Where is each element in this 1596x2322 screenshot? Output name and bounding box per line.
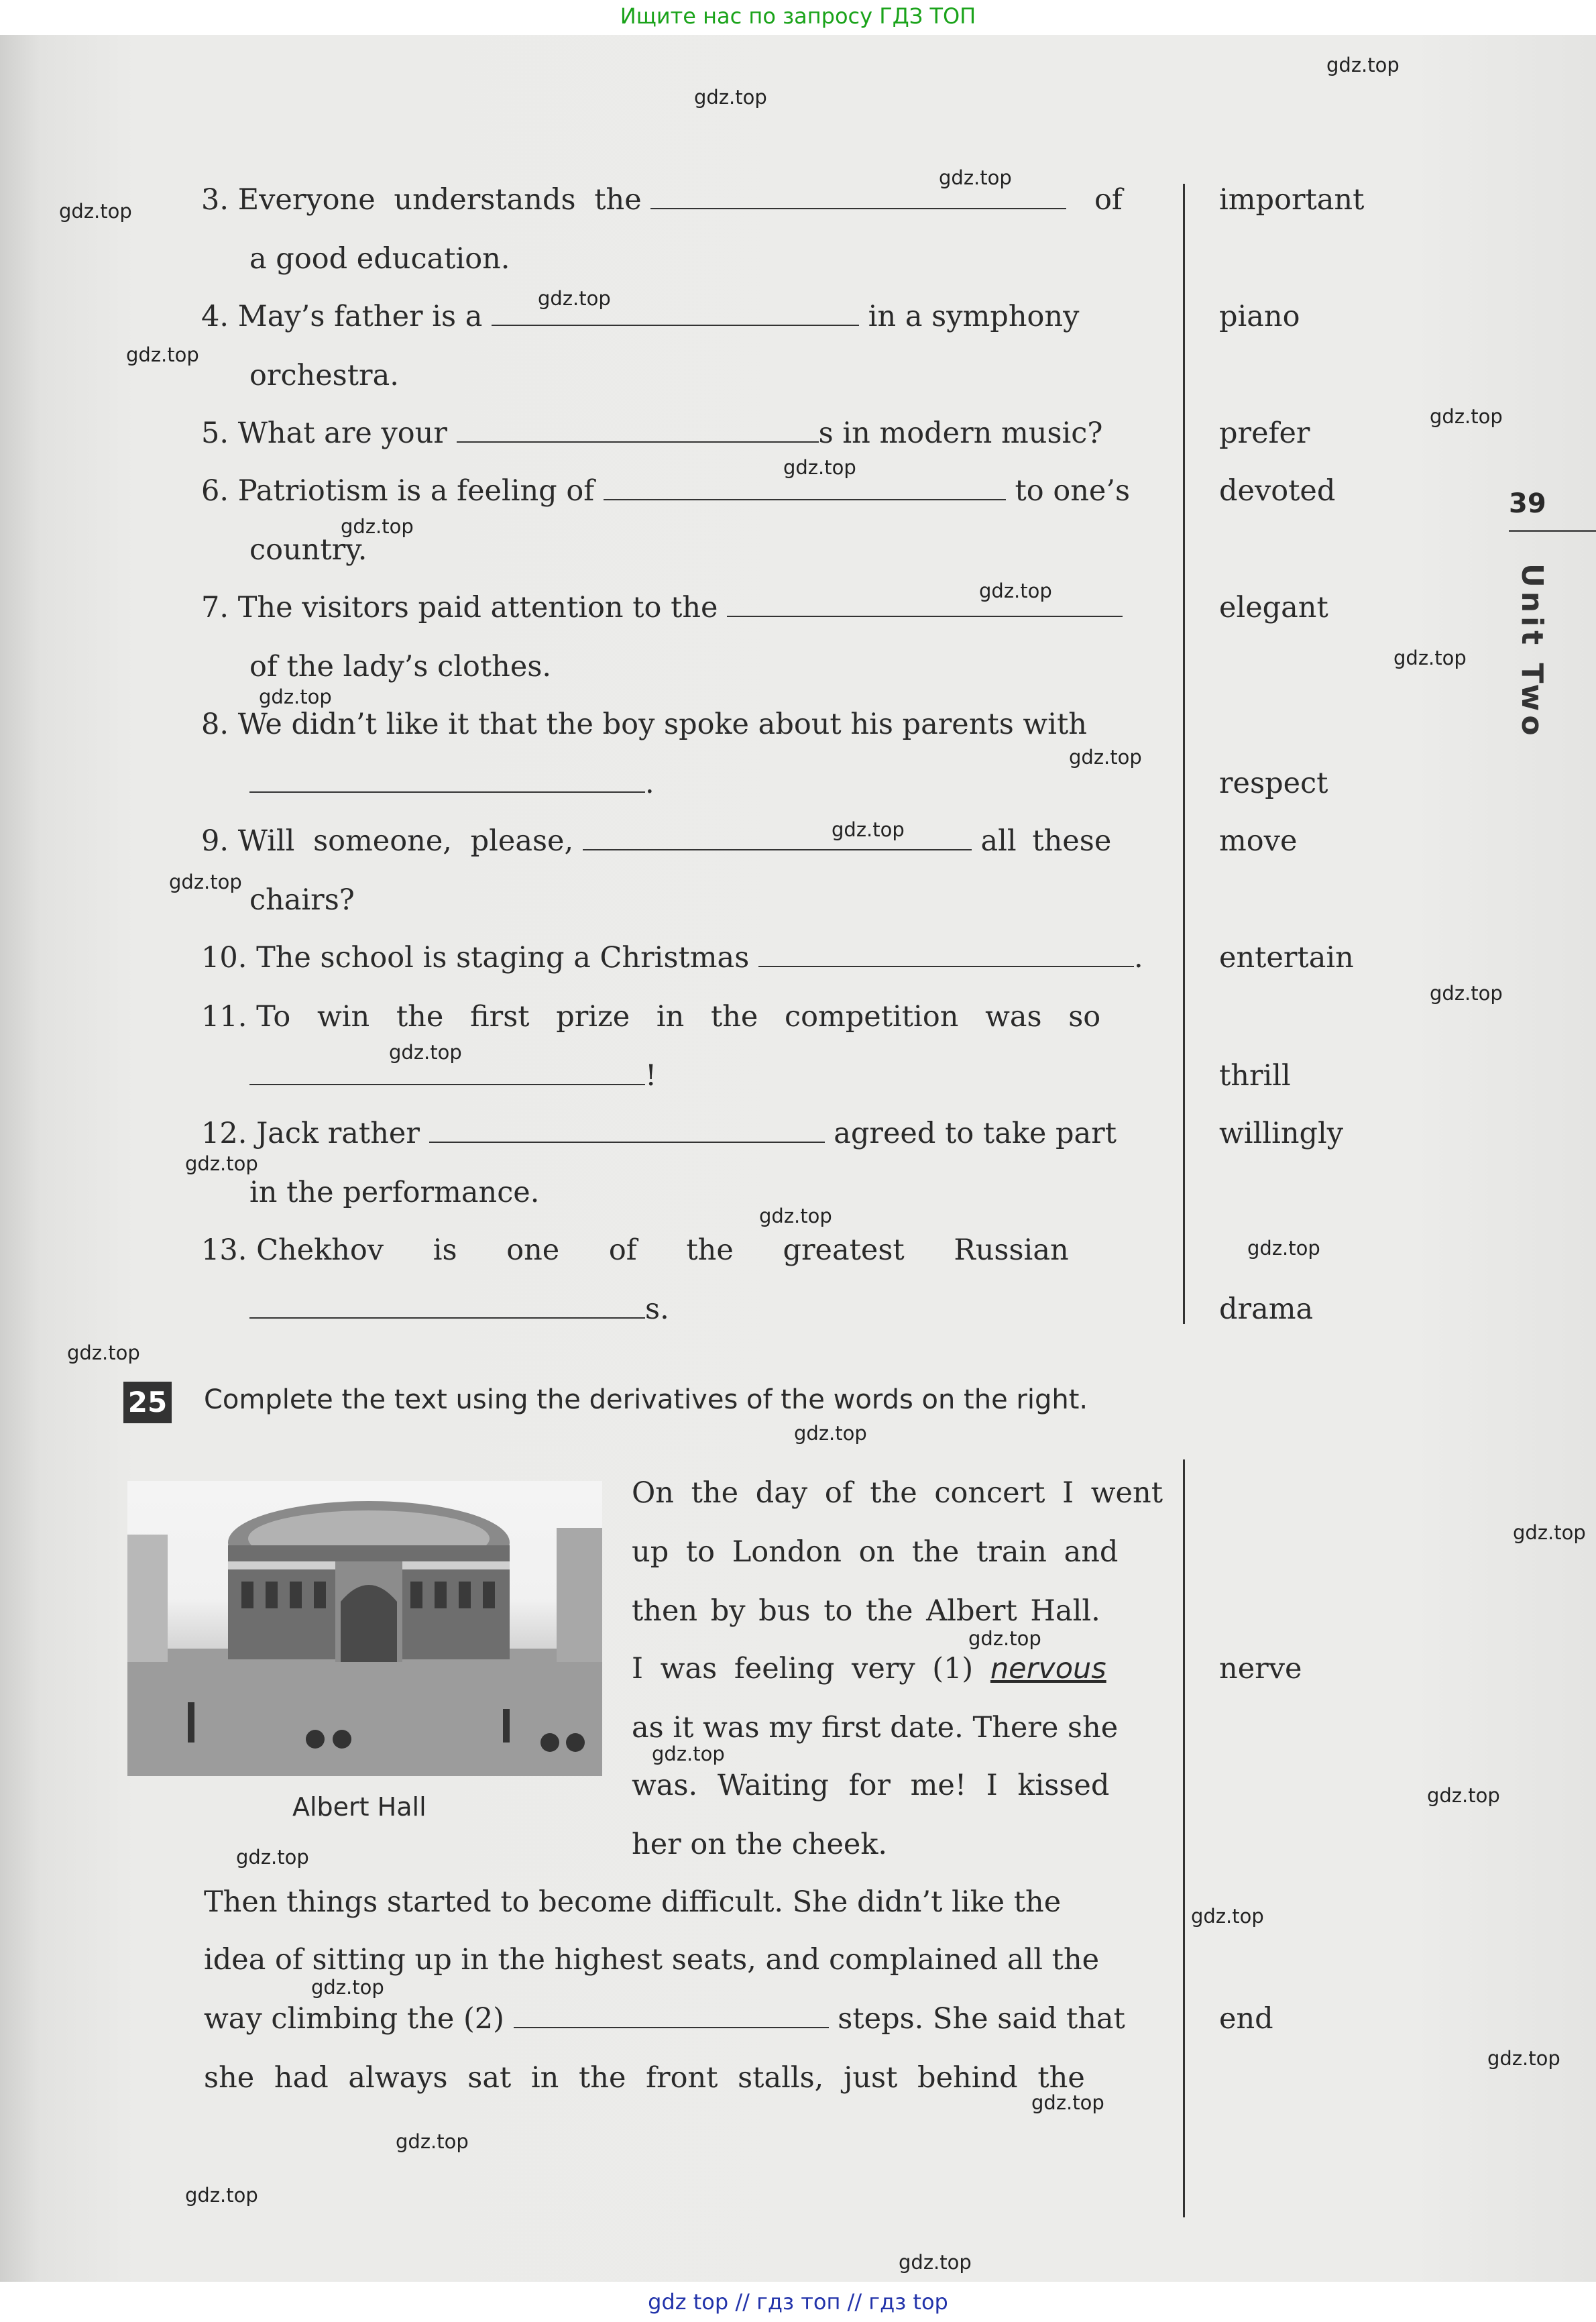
text-line: On the day of the concert I went [632, 1476, 1163, 1510]
watermark: gdz.top [1191, 1905, 1264, 1928]
item-number: 11. [201, 1000, 247, 1034]
bottom-banner[interactable] [0, 2282, 1596, 2322]
watermark: gdz.top [259, 685, 332, 708]
item-continuation: of the lady’s clothes. [249, 650, 552, 683]
page-number-rule [1509, 530, 1596, 532]
watermark: gdz.top [652, 1743, 725, 1765]
item-text: in a symphony [868, 300, 1080, 333]
text-line: idea of sitting up in the highest seats, and complained all the [204, 1943, 1100, 1977]
unit-label: Unit Two [1515, 563, 1549, 740]
item-text: Patriotism is a feeling of [237, 474, 595, 508]
item-text: To win the first prize in the competition was so [256, 1000, 1101, 1034]
item-line [201, 1233, 1069, 1268]
item-text: ! [645, 1059, 657, 1093]
item-text: . [1133, 941, 1143, 975]
item-line [201, 1116, 1117, 1151]
key-word: willingly [1219, 1117, 1344, 1150]
key-word: prefer [1219, 417, 1310, 450]
item-text: What are your [237, 417, 447, 450]
item-number: 8. [201, 708, 229, 741]
item-continuation: chairs? [249, 883, 355, 917]
answer-blank[interactable] [727, 593, 1123, 617]
albert-hall-photo [127, 1481, 602, 1776]
item-text: The visitors paid attention to the [237, 591, 718, 624]
top-banner-text[interactable]: Ищите нас по запросу ГДЗ ТОП [620, 3, 976, 29]
text-line: up to London on the train and [632, 1535, 1119, 1569]
watermark: gdz.top [1430, 982, 1503, 1005]
text-line-part: way climbing the (2) [204, 2002, 504, 2036]
item-line [201, 707, 1087, 742]
watermark: gdz.top [899, 2251, 972, 2274]
item-text: Everyone understands the [237, 183, 642, 217]
key-word: entertain [1219, 941, 1354, 975]
watermark: gdz.top [538, 287, 611, 310]
key-word: piano [1219, 300, 1300, 333]
item-text: Will someone, please, [237, 824, 574, 858]
watermark: gdz.top [126, 343, 199, 366]
watermark: gdz.top [67, 1341, 140, 1364]
item-number: 13. [201, 1233, 247, 1267]
item-text: . [645, 767, 654, 800]
watermark: gdz.top [794, 1422, 867, 1445]
watermark: gdz.top [939, 166, 1012, 189]
item-number: 9. [201, 824, 229, 858]
answer-blank[interactable] [249, 1294, 645, 1319]
key-word: move [1219, 824, 1298, 858]
key-word: nerve [1219, 1652, 1302, 1685]
watermark: gdz.top [694, 86, 767, 109]
text-line [204, 2001, 1125, 2036]
text-line-part: I was feeling very (1) [632, 1652, 974, 1685]
answer-1[interactable]: nervous [990, 1652, 1106, 1685]
watermark: gdz.top [59, 200, 132, 223]
text-line: Then things started to become difficult. She didn’t like the [204, 1885, 1062, 1919]
item-number: 10. [201, 941, 247, 975]
text-line-part: steps. She said that [838, 2002, 1125, 2036]
watermark: gdz.top [1393, 647, 1467, 669]
answer-blank-2[interactable] [514, 2004, 829, 2028]
item-text: Jack rather [256, 1117, 420, 1150]
answer-blank[interactable] [604, 476, 1006, 500]
item-line [201, 474, 1130, 508]
item-line [201, 299, 1079, 334]
answer-blank[interactable] [492, 302, 859, 326]
key-word: drama [1219, 1292, 1314, 1326]
watermark: gdz.top [341, 515, 414, 538]
item-text: all these [980, 824, 1112, 858]
watermark: gdz.top [311, 1976, 384, 1999]
item-line [201, 824, 1111, 859]
answer-blank[interactable] [429, 1119, 825, 1143]
page-number: 39 [1509, 488, 1546, 519]
watermark: gdz.top [1069, 746, 1142, 769]
watermark: gdz.top [832, 818, 905, 841]
photo-caption: Albert Hall [292, 1792, 426, 1822]
watermark: gdz.top [1513, 1521, 1586, 1544]
word-column-divider [1183, 1459, 1185, 2217]
answer-blank[interactable] [249, 769, 645, 793]
item-continuation: country. [249, 533, 367, 567]
item-number: 5. [201, 417, 229, 450]
item-text: s. [645, 1292, 669, 1326]
watermark: gdz.top [169, 871, 242, 893]
text-line: was. Waiting for me! I kissed [632, 1769, 1110, 1802]
item-number: 6. [201, 474, 229, 508]
answer-blank[interactable] [583, 826, 972, 850]
key-word: thrill [1219, 1059, 1291, 1093]
text-line: as it was my first date. There she [632, 1711, 1119, 1745]
item-line [201, 182, 1123, 217]
item-text: We didn’t like it that the boy spoke about his parents with [237, 708, 1087, 741]
item-line [201, 590, 1123, 625]
item-text: Chekhov is one of the greatest Russian [256, 1233, 1069, 1267]
watermark: gdz.top [1487, 2047, 1560, 2070]
item-continuation: a good education. [249, 242, 510, 276]
answer-blank[interactable] [650, 185, 1066, 209]
watermark: gdz.top [1247, 1237, 1320, 1260]
watermark: gdz.top [389, 1041, 462, 1064]
item-line [201, 999, 1100, 1034]
word-column-divider [1183, 184, 1185, 1324]
exercise-instruction: Complete the text using the derivatives of the words on the right. [204, 1384, 1088, 1415]
text-line [632, 1651, 1106, 1686]
bottom-banner-text[interactable]: gdz top // гдз топ // гдз top [648, 2289, 948, 2315]
item-number: 3. [201, 183, 229, 217]
watermark: gdz.top [1326, 54, 1400, 76]
item-continuation: orchestra. [249, 359, 399, 392]
text-line: then by bus to the Albert Hall. [632, 1594, 1100, 1628]
item-line [201, 940, 1143, 975]
item-text: s in modern music? [818, 417, 1103, 450]
watermark: gdz.top [1427, 1784, 1500, 1807]
watermark: gdz.top [783, 456, 856, 479]
key-word: devoted [1219, 474, 1336, 508]
watermark: gdz.top [1430, 405, 1503, 428]
answer-blank[interactable] [457, 419, 819, 443]
item-continuation [249, 1058, 657, 1093]
item-text: The school is staging a Christmas [256, 941, 750, 975]
watermark: gdz.top [759, 1205, 832, 1227]
watermark: gdz.top [185, 2184, 258, 2207]
key-word: respect [1219, 767, 1328, 800]
key-word: important [1219, 183, 1365, 217]
text-line: she had always sat in the front stalls, just behind the [204, 2061, 1085, 2095]
top-banner[interactable] [0, 0, 1596, 35]
watermark: gdz.top [185, 1152, 258, 1175]
item-text: of [1094, 183, 1123, 217]
item-continuation [249, 1292, 669, 1327]
albert-hall-illustration [127, 1481, 602, 1776]
text-line: her on the cheek. [632, 1828, 888, 1861]
key-word: end [1219, 2002, 1273, 2036]
item-text: to one’s [1015, 474, 1131, 508]
item-number: 7. [201, 591, 229, 624]
item-text: agreed to take part [834, 1117, 1117, 1150]
watermark: gdz.top [979, 579, 1052, 602]
watermark: gdz.top [236, 1846, 309, 1869]
key-word: elegant [1219, 591, 1328, 624]
item-text: May’s father is a [237, 300, 483, 333]
exercise-number: 25 [123, 1382, 172, 1423]
watermark: gdz.top [1031, 2091, 1104, 2114]
watermark: gdz.top [968, 1627, 1041, 1650]
item-continuation: in the performance. [249, 1176, 540, 1209]
answer-blank[interactable] [249, 1061, 645, 1085]
item-number: 12. [201, 1117, 247, 1150]
watermark: gdz.top [396, 2130, 469, 2153]
item-number: 4. [201, 300, 229, 333]
item-continuation [249, 766, 654, 801]
item-line [201, 416, 1102, 451]
answer-blank[interactable] [758, 943, 1134, 967]
